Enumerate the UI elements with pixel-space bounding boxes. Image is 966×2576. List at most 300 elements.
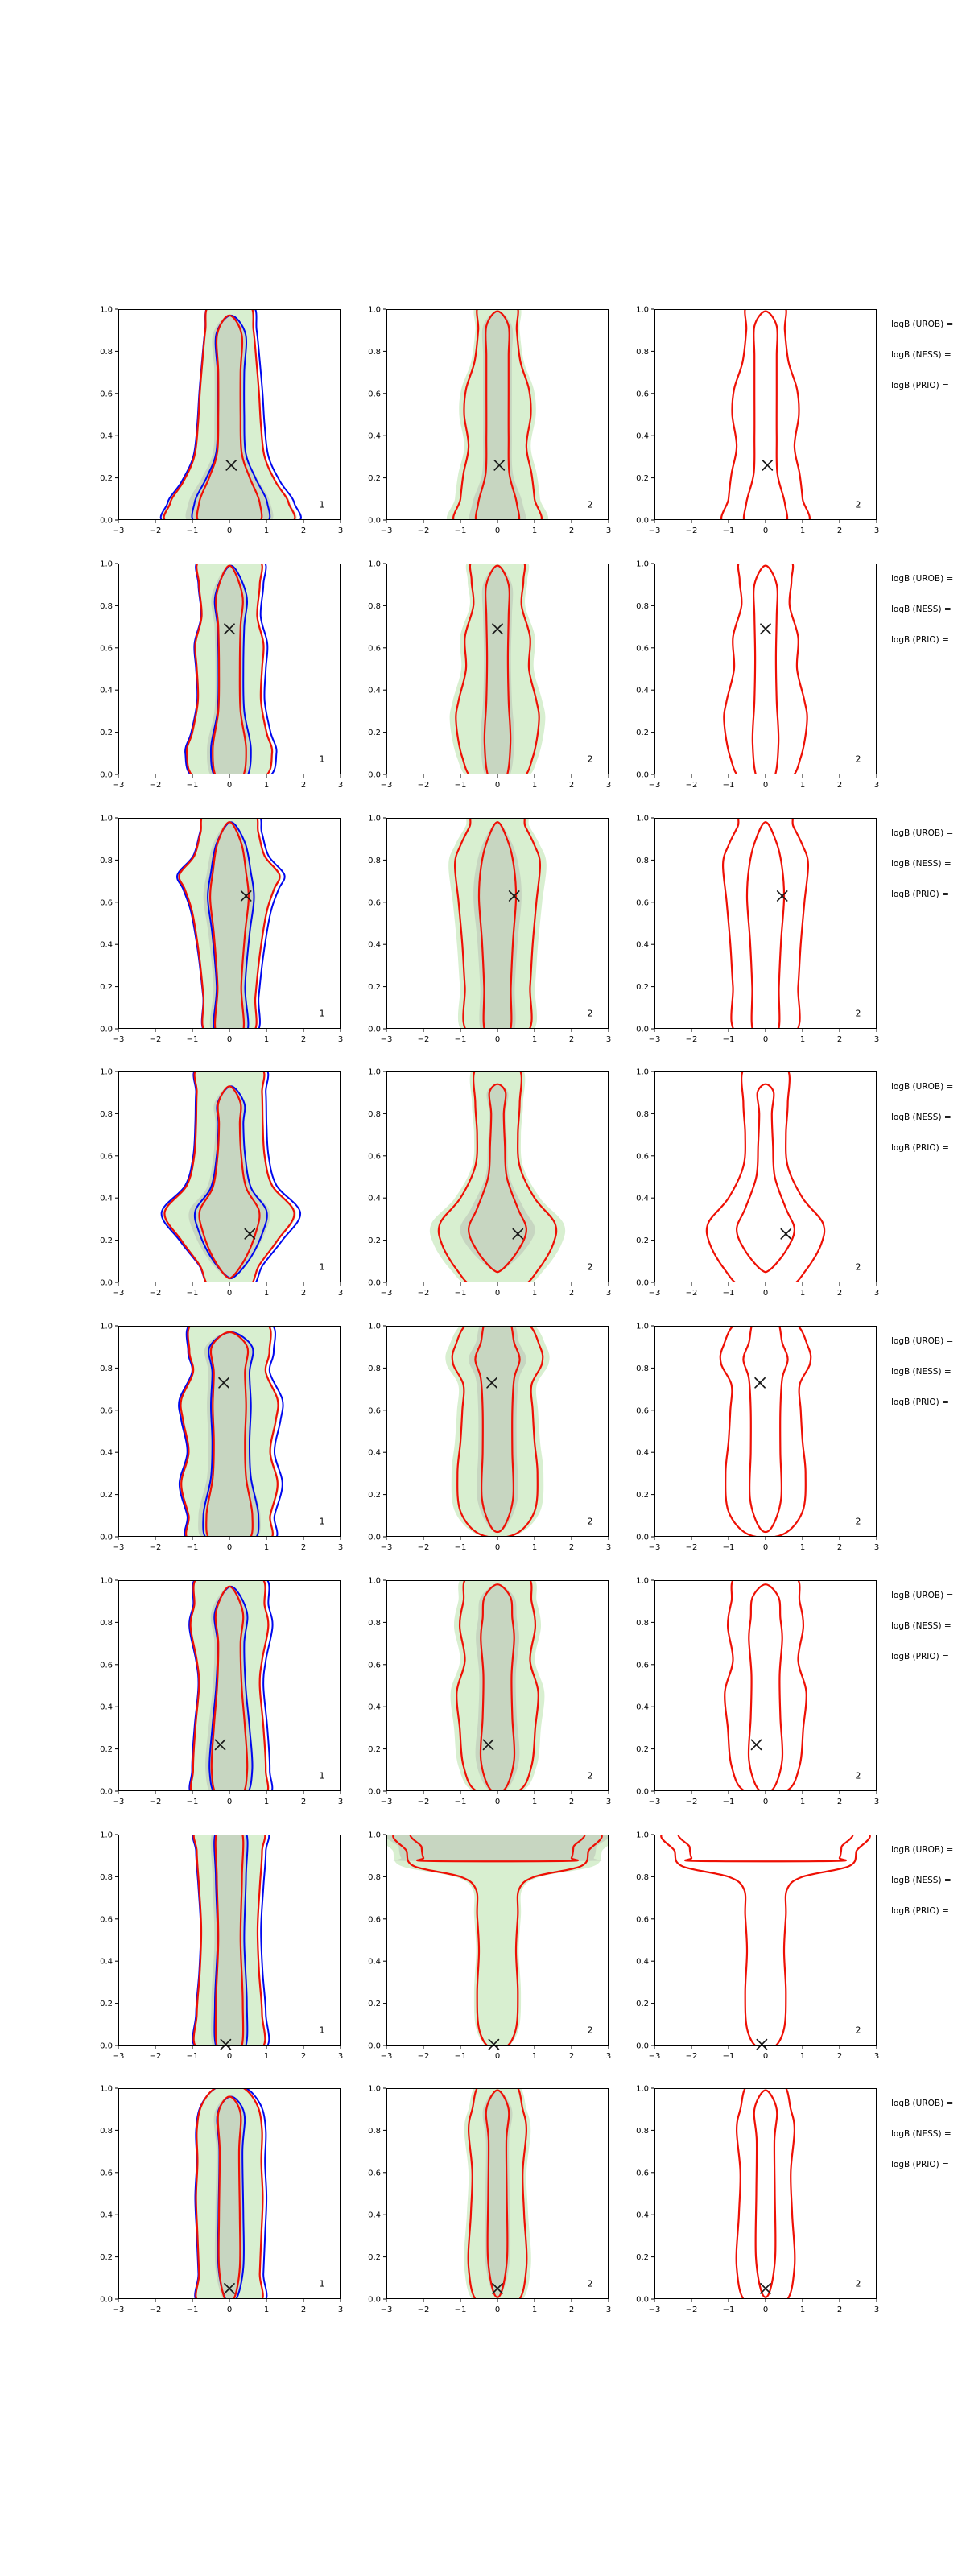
x-tick-label: −3 [380,2306,393,2314]
y-tick-label: 0.2 [368,2000,381,2009]
x-tick-label: 3 [337,1543,344,1552]
x-tick-label: 0 [762,1798,769,1806]
x-tick-label: 2 [568,1289,575,1298]
y-tick-label: 0.4 [368,431,381,441]
x-tick-label: 3 [873,2306,880,2314]
y-tick-label: 0.8 [100,1109,113,1119]
y-tick-label: 0.0 [636,2295,649,2305]
panel-corner-label: 2 [855,1770,861,1781]
y-tick-label: 0.0 [368,516,381,526]
y-tick-label: 0.8 [636,347,649,357]
x-tick-label: −1 [186,781,199,790]
panel-corner-label: 2 [855,2025,861,2036]
x-tick-label: 1 [263,1543,270,1552]
axes-spines [655,819,877,1029]
x-tick-label: 3 [337,2052,344,2061]
y-tick-label: 0.2 [636,729,649,738]
subplot-svg [636,1831,880,2061]
logB-annotation-prio: logB (PRIO) = [891,1906,949,1916]
y-tick-label: 1.0 [100,1322,113,1331]
subplot-svg [100,814,344,1044]
x-tick-label: 0 [226,1543,233,1552]
y-tick-label: 0.0 [100,516,113,526]
panel-corner-label: 2 [855,1516,861,1527]
x-tick-label: 0 [226,1035,233,1044]
x-tick-label: 3 [873,526,880,535]
contour-red-inner [749,1584,782,1793]
x-tick-label: −1 [186,2306,199,2314]
logB-annotation-urob: logB (UROB) = [891,574,954,584]
panel-corner-label: 1 [319,2025,325,2036]
panel-corner-label: 1 [319,1516,325,1527]
x-tick-label: 1 [531,1798,538,1806]
x-tick-label: 1 [799,1798,806,1806]
credible-region-fill-inner [384,1828,611,1861]
x-tick-label: 0 [762,526,769,535]
x-tick-label: 0 [762,1543,769,1552]
y-tick-label: 0.0 [368,770,381,780]
logB-annotation-ness: logB (NESS) = [891,605,952,614]
x-tick-label: 2 [300,1543,307,1552]
x-tick-label: 0 [226,526,233,535]
subplot-svg [368,1831,612,2061]
y-tick-label: 0.0 [368,1533,381,1542]
x-tick-label: −3 [112,2052,125,2061]
y-tick-label: 0.0 [100,2295,113,2305]
x-tick-label: −3 [648,1543,661,1552]
x-tick-label: −2 [417,781,430,790]
x-tick-label: −3 [648,781,661,790]
x-tick-label: 1 [799,2052,806,2061]
x-tick-label: 1 [263,1035,270,1044]
x-tick-label: −3 [112,781,125,790]
y-tick-label: 0.0 [100,1025,113,1034]
y-tick-label: 1.0 [100,1067,113,1077]
subplot-svg [368,1576,612,1806]
x-tick-label: 2 [300,1035,307,1044]
panel-corner-label: 2 [587,1770,593,1781]
subplot-r6-c1 [100,1576,344,1806]
logB-annotation-ness: logB (NESS) = [891,1876,952,1885]
y-tick-label: 0.6 [636,1661,649,1670]
panel-corner-label: 1 [319,753,325,765]
x-tick-label: 3 [605,781,612,790]
x-tick-label: 0 [762,2306,769,2314]
x-tick-label: −1 [454,781,467,790]
y-tick-label: 0.2 [100,474,113,484]
contour-red-outer [724,1573,807,1794]
y-tick-label: 0.2 [636,474,649,484]
y-tick-label: 0.4 [368,1957,381,1967]
subplot-svg [636,305,880,535]
subplot-r8-c3 [636,2084,880,2314]
x-tick-label: −3 [112,1035,125,1044]
logB-annotation-urob: logB (UROB) = [891,320,954,329]
y-tick-label: 0.2 [368,1745,381,1755]
panel-corner-label: 2 [855,499,861,510]
x-tick-label: 1 [799,2306,806,2314]
true-value-marker [761,2284,770,2293]
x-tick-label: 1 [799,1289,806,1298]
y-tick-label: 1.0 [100,2084,113,2094]
true-value-marker [752,1740,762,1749]
y-tick-label: 0.4 [636,686,649,696]
subplot-svg [636,1067,880,1298]
x-tick-label: 1 [531,2306,538,2314]
x-tick-label: 3 [605,1798,612,1806]
x-tick-label: 2 [836,2306,843,2314]
y-tick-label: 0.4 [636,2211,649,2220]
panel-corner-label: 2 [587,2025,593,2036]
x-tick-label: 0 [494,781,501,790]
logB-annotation-ness: logB (NESS) = [891,859,952,869]
x-tick-label: −1 [722,1035,735,1044]
y-tick-label: 0.2 [368,1491,381,1501]
panel-corner-label: 2 [587,499,593,510]
y-tick-label: 0.0 [636,1533,649,1542]
panel-corner-label: 2 [855,2278,861,2289]
subplot-svg [368,814,612,1044]
x-tick-label: −2 [685,781,698,790]
x-tick-label: 0 [494,1035,501,1044]
x-tick-label: −1 [722,1289,735,1298]
panel-corner-label: 2 [587,753,593,765]
logB-annotation-urob: logB (UROB) = [891,2099,954,2108]
y-tick-label: 0.6 [636,1152,649,1162]
y-tick-label: 0.2 [368,2253,381,2263]
axes-spines [655,564,877,774]
x-tick-label: 1 [531,526,538,535]
contour-red-outer [707,1063,824,1289]
x-tick-label: 2 [568,1035,575,1044]
y-tick-label: 0.6 [636,1915,649,1925]
contour-red-outer [723,812,808,1039]
subplot-r5-c3 [636,1322,880,1552]
x-tick-label: 2 [300,526,307,535]
x-tick-label: −2 [417,1543,430,1552]
x-tick-label: 0 [226,1289,233,1298]
x-tick-label: 2 [836,1798,843,1806]
y-tick-label: 0.0 [636,1278,649,1288]
y-tick-label: 0.4 [100,1194,113,1203]
y-tick-label: 0.4 [636,940,649,950]
contour-red-inner [743,1319,787,1533]
y-tick-label: 0.2 [100,983,113,993]
x-tick-label: 2 [300,2052,307,2061]
panel-corner-label: 2 [855,1261,861,1273]
logB-annotation-ness: logB (NESS) = [891,1367,952,1377]
y-tick-label: 1.0 [368,1831,381,1840]
x-tick-label: −1 [722,781,735,790]
x-tick-label: 1 [531,1543,538,1552]
y-tick-label: 1.0 [636,559,649,569]
x-tick-label: −3 [380,781,393,790]
x-tick-label: 2 [568,526,575,535]
y-tick-label: 0.2 [100,1491,113,1501]
x-tick-label: −2 [149,2052,162,2061]
contour-red-outer [737,2081,795,2308]
x-tick-label: −1 [186,2052,199,2061]
x-tick-label: −1 [454,2052,467,2061]
x-tick-label: 2 [300,1289,307,1298]
x-tick-label: −3 [648,1798,661,1806]
y-tick-label: 0.8 [368,856,381,865]
logB-annotation-ness: logB (NESS) = [891,1621,952,1631]
x-tick-label: 1 [799,1035,806,1044]
x-tick-label: 1 [263,1289,270,1298]
y-tick-label: 0.2 [636,1745,649,1755]
x-tick-label: 3 [873,1035,880,1044]
x-tick-label: −3 [380,1543,393,1552]
x-tick-label: 3 [605,1543,612,1552]
panel-corner-label: 2 [855,753,861,765]
x-tick-label: −1 [454,526,467,535]
x-tick-label: 0 [494,2306,501,2314]
y-tick-label: 0.0 [100,1278,113,1288]
y-tick-label: 0.6 [636,2169,649,2178]
x-tick-label: 3 [605,2052,612,2061]
x-tick-label: 3 [337,1289,344,1298]
logB-annotation-urob: logB (UROB) = [891,1082,954,1092]
x-tick-label: 1 [263,2306,270,2314]
subplot-svg [100,1576,344,1806]
x-tick-label: 3 [873,1289,880,1298]
y-tick-label: 0.6 [636,644,649,654]
subplot-r5-c1 [100,1322,344,1552]
x-tick-label: −3 [648,1035,661,1044]
y-tick-label: 0.0 [100,1787,113,1797]
x-tick-label: 3 [337,1035,344,1044]
y-tick-label: 0.2 [636,2000,649,2009]
contour-red-outer [720,1319,811,1538]
x-tick-label: −3 [112,2306,125,2314]
x-tick-label: 2 [300,781,307,790]
x-tick-label: 0 [762,1035,769,1044]
y-tick-label: 1.0 [636,814,649,824]
y-tick-label: 0.0 [100,770,113,780]
y-tick-label: 0.2 [100,1236,113,1246]
y-tick-label: 1.0 [100,1831,113,1840]
subplot-r1-c2 [368,305,612,535]
panel-corner-label: 1 [319,1261,325,1273]
x-tick-label: 1 [263,2052,270,2061]
y-tick-label: 0.0 [636,2041,649,2051]
subplot-r2-c1 [100,559,344,790]
x-tick-label: 2 [568,2306,575,2314]
y-tick-label: 0.8 [368,601,381,611]
y-tick-label: 1.0 [636,1322,649,1331]
subplot-r8-c1 [100,2084,344,2314]
x-tick-label: −2 [149,781,162,790]
logB-annotation-prio: logB (PRIO) = [891,1397,949,1407]
y-tick-label: 0.0 [368,1025,381,1034]
x-tick-label: 0 [494,1289,501,1298]
y-tick-label: 0.4 [636,431,649,441]
panel-corner-label: 2 [587,1008,593,1019]
true-value-marker [761,624,770,634]
x-tick-label: −1 [454,1035,467,1044]
x-tick-label: 3 [605,1289,612,1298]
logB-annotation-prio: logB (PRIO) = [891,635,949,645]
y-tick-label: 0.4 [368,686,381,696]
subplot-svg [100,559,344,790]
y-tick-label: 0.8 [636,1872,649,1882]
y-tick-label: 0.6 [368,390,381,399]
subplot-r6-c3 [636,1576,880,1806]
x-tick-label: −1 [186,1543,199,1552]
subplot-svg [368,1322,612,1552]
contour-red-inner [737,1084,795,1273]
contour-red-inner [747,822,784,1038]
x-tick-label: 3 [873,1543,880,1552]
subplot-r8-c2 [368,2084,612,2314]
y-tick-label: 0.8 [100,1872,113,1882]
x-tick-label: −2 [149,2306,162,2314]
y-tick-label: 0.0 [368,2041,381,2051]
subplot-svg [100,1322,344,1552]
logB-annotation-urob: logB (UROB) = [891,1845,954,1855]
y-tick-label: 0.2 [636,2253,649,2263]
y-tick-label: 0.6 [368,1915,381,1925]
contour-red-inner [753,566,778,783]
x-tick-label: −2 [149,526,162,535]
y-tick-label: 0.0 [368,2295,381,2305]
y-tick-label: 0.0 [636,516,649,526]
x-tick-label: −2 [149,1035,162,1044]
x-tick-label: 2 [836,1543,843,1552]
y-tick-label: 0.4 [636,1957,649,1967]
logB-annotation-ness: logB (NESS) = [891,350,952,360]
true-value-marker [762,460,772,470]
x-tick-label: −1 [722,526,735,535]
x-tick-label: 3 [337,1798,344,1806]
x-tick-label: 1 [531,781,538,790]
subplot-svg [368,1067,612,1298]
logB-annotation-urob: logB (UROB) = [891,1591,954,1600]
subplot-r2-c3 [636,559,880,790]
y-tick-label: 0.2 [636,983,649,993]
x-tick-label: 3 [605,1035,612,1044]
axes-spines [655,1581,877,1791]
x-tick-label: −2 [685,2306,698,2314]
x-tick-label: 1 [531,2052,538,2061]
y-tick-label: 1.0 [368,305,381,315]
logB-annotation-ness: logB (NESS) = [891,1113,952,1122]
panel-corner-label: 1 [319,1770,325,1781]
y-tick-label: 0.8 [636,601,649,611]
y-tick-label: 0.6 [636,390,649,399]
subplot-r7-c3 [636,1831,880,2061]
x-tick-label: 0 [762,1289,769,1298]
x-tick-label: −2 [685,1798,698,1806]
y-tick-label: 0.0 [100,1533,113,1542]
x-tick-label: −1 [722,1543,735,1552]
y-tick-label: 0.2 [100,1745,113,1755]
y-tick-label: 0.6 [100,1152,113,1162]
contour-red-inner [744,312,787,527]
y-tick-label: 0.6 [636,1406,649,1416]
subplot-svg [636,814,880,1044]
y-tick-label: 0.4 [100,2211,113,2220]
x-tick-label: 3 [873,1798,880,1806]
x-tick-label: 3 [605,2306,612,2314]
y-tick-label: 1.0 [636,1576,649,1586]
y-tick-label: 0.8 [636,2126,649,2136]
x-tick-label: −3 [648,1289,661,1298]
x-tick-label: 1 [263,781,270,790]
x-tick-label: 0 [762,2052,769,2061]
y-tick-label: 0.4 [636,1448,649,1458]
subplot-r7-c1 [100,1831,344,2061]
x-tick-label: 1 [263,1798,270,1806]
subplot-svg [636,559,880,790]
y-tick-label: 1.0 [368,1576,381,1586]
y-tick-label: 0.6 [100,1406,113,1416]
x-tick-label: 2 [836,2052,843,2061]
y-tick-label: 0.6 [368,898,381,908]
x-tick-label: −1 [186,1035,199,1044]
y-tick-label: 1.0 [100,559,113,569]
x-tick-label: −3 [112,1543,125,1552]
axes-spines [655,1327,877,1537]
x-tick-label: 0 [494,1798,501,1806]
subplot-r4-c2 [368,1067,612,1298]
logB-annotation-prio: logB (PRIO) = [891,2160,949,2169]
x-tick-label: 0 [226,781,233,790]
x-tick-label: 0 [494,1543,501,1552]
x-tick-label: 3 [873,781,880,790]
y-tick-label: 0.2 [100,2000,113,2009]
subplot-r7-c2 [368,1831,612,2061]
axes-spines [655,1072,877,1282]
y-tick-label: 0.4 [368,940,381,950]
contour-red-outer [724,557,807,782]
x-tick-label: 1 [799,781,806,790]
x-tick-label: 0 [494,2052,501,2061]
y-tick-label: 0.4 [100,1448,113,1458]
y-tick-label: 1.0 [636,305,649,315]
x-tick-label: 2 [836,526,843,535]
subplot-r2-c2 [368,559,612,790]
y-tick-label: 0.2 [636,1491,649,1501]
x-tick-label: −1 [454,2306,467,2314]
subplot-svg [100,2084,344,2314]
x-tick-label: −2 [417,1035,430,1044]
subplot-svg [100,1831,344,2061]
x-tick-label: −1 [454,1798,467,1806]
y-tick-label: 0.4 [636,1194,649,1203]
y-tick-label: 0.2 [100,2253,113,2263]
panel-corner-label: 1 [319,499,325,510]
y-tick-label: 0.4 [368,2211,381,2220]
y-tick-label: 1.0 [368,1067,381,1077]
y-tick-label: 1.0 [368,1322,381,1331]
subplot-r3-c3 [636,814,880,1044]
logB-annotation-urob: logB (UROB) = [891,828,954,838]
y-tick-label: 0.6 [100,2169,113,2178]
y-tick-label: 1.0 [368,2084,381,2094]
y-tick-label: 0.8 [636,1109,649,1119]
x-tick-label: −2 [149,1543,162,1552]
y-tick-label: 0.2 [368,729,381,738]
x-tick-label: −2 [685,1543,698,1552]
y-tick-label: 0.6 [368,1152,381,1162]
y-tick-label: 0.0 [636,1025,649,1034]
y-tick-label: 1.0 [368,814,381,824]
x-tick-label: −2 [417,2052,430,2061]
panel-corner-label: 1 [319,2278,325,2289]
axes-spines [655,1835,877,2046]
